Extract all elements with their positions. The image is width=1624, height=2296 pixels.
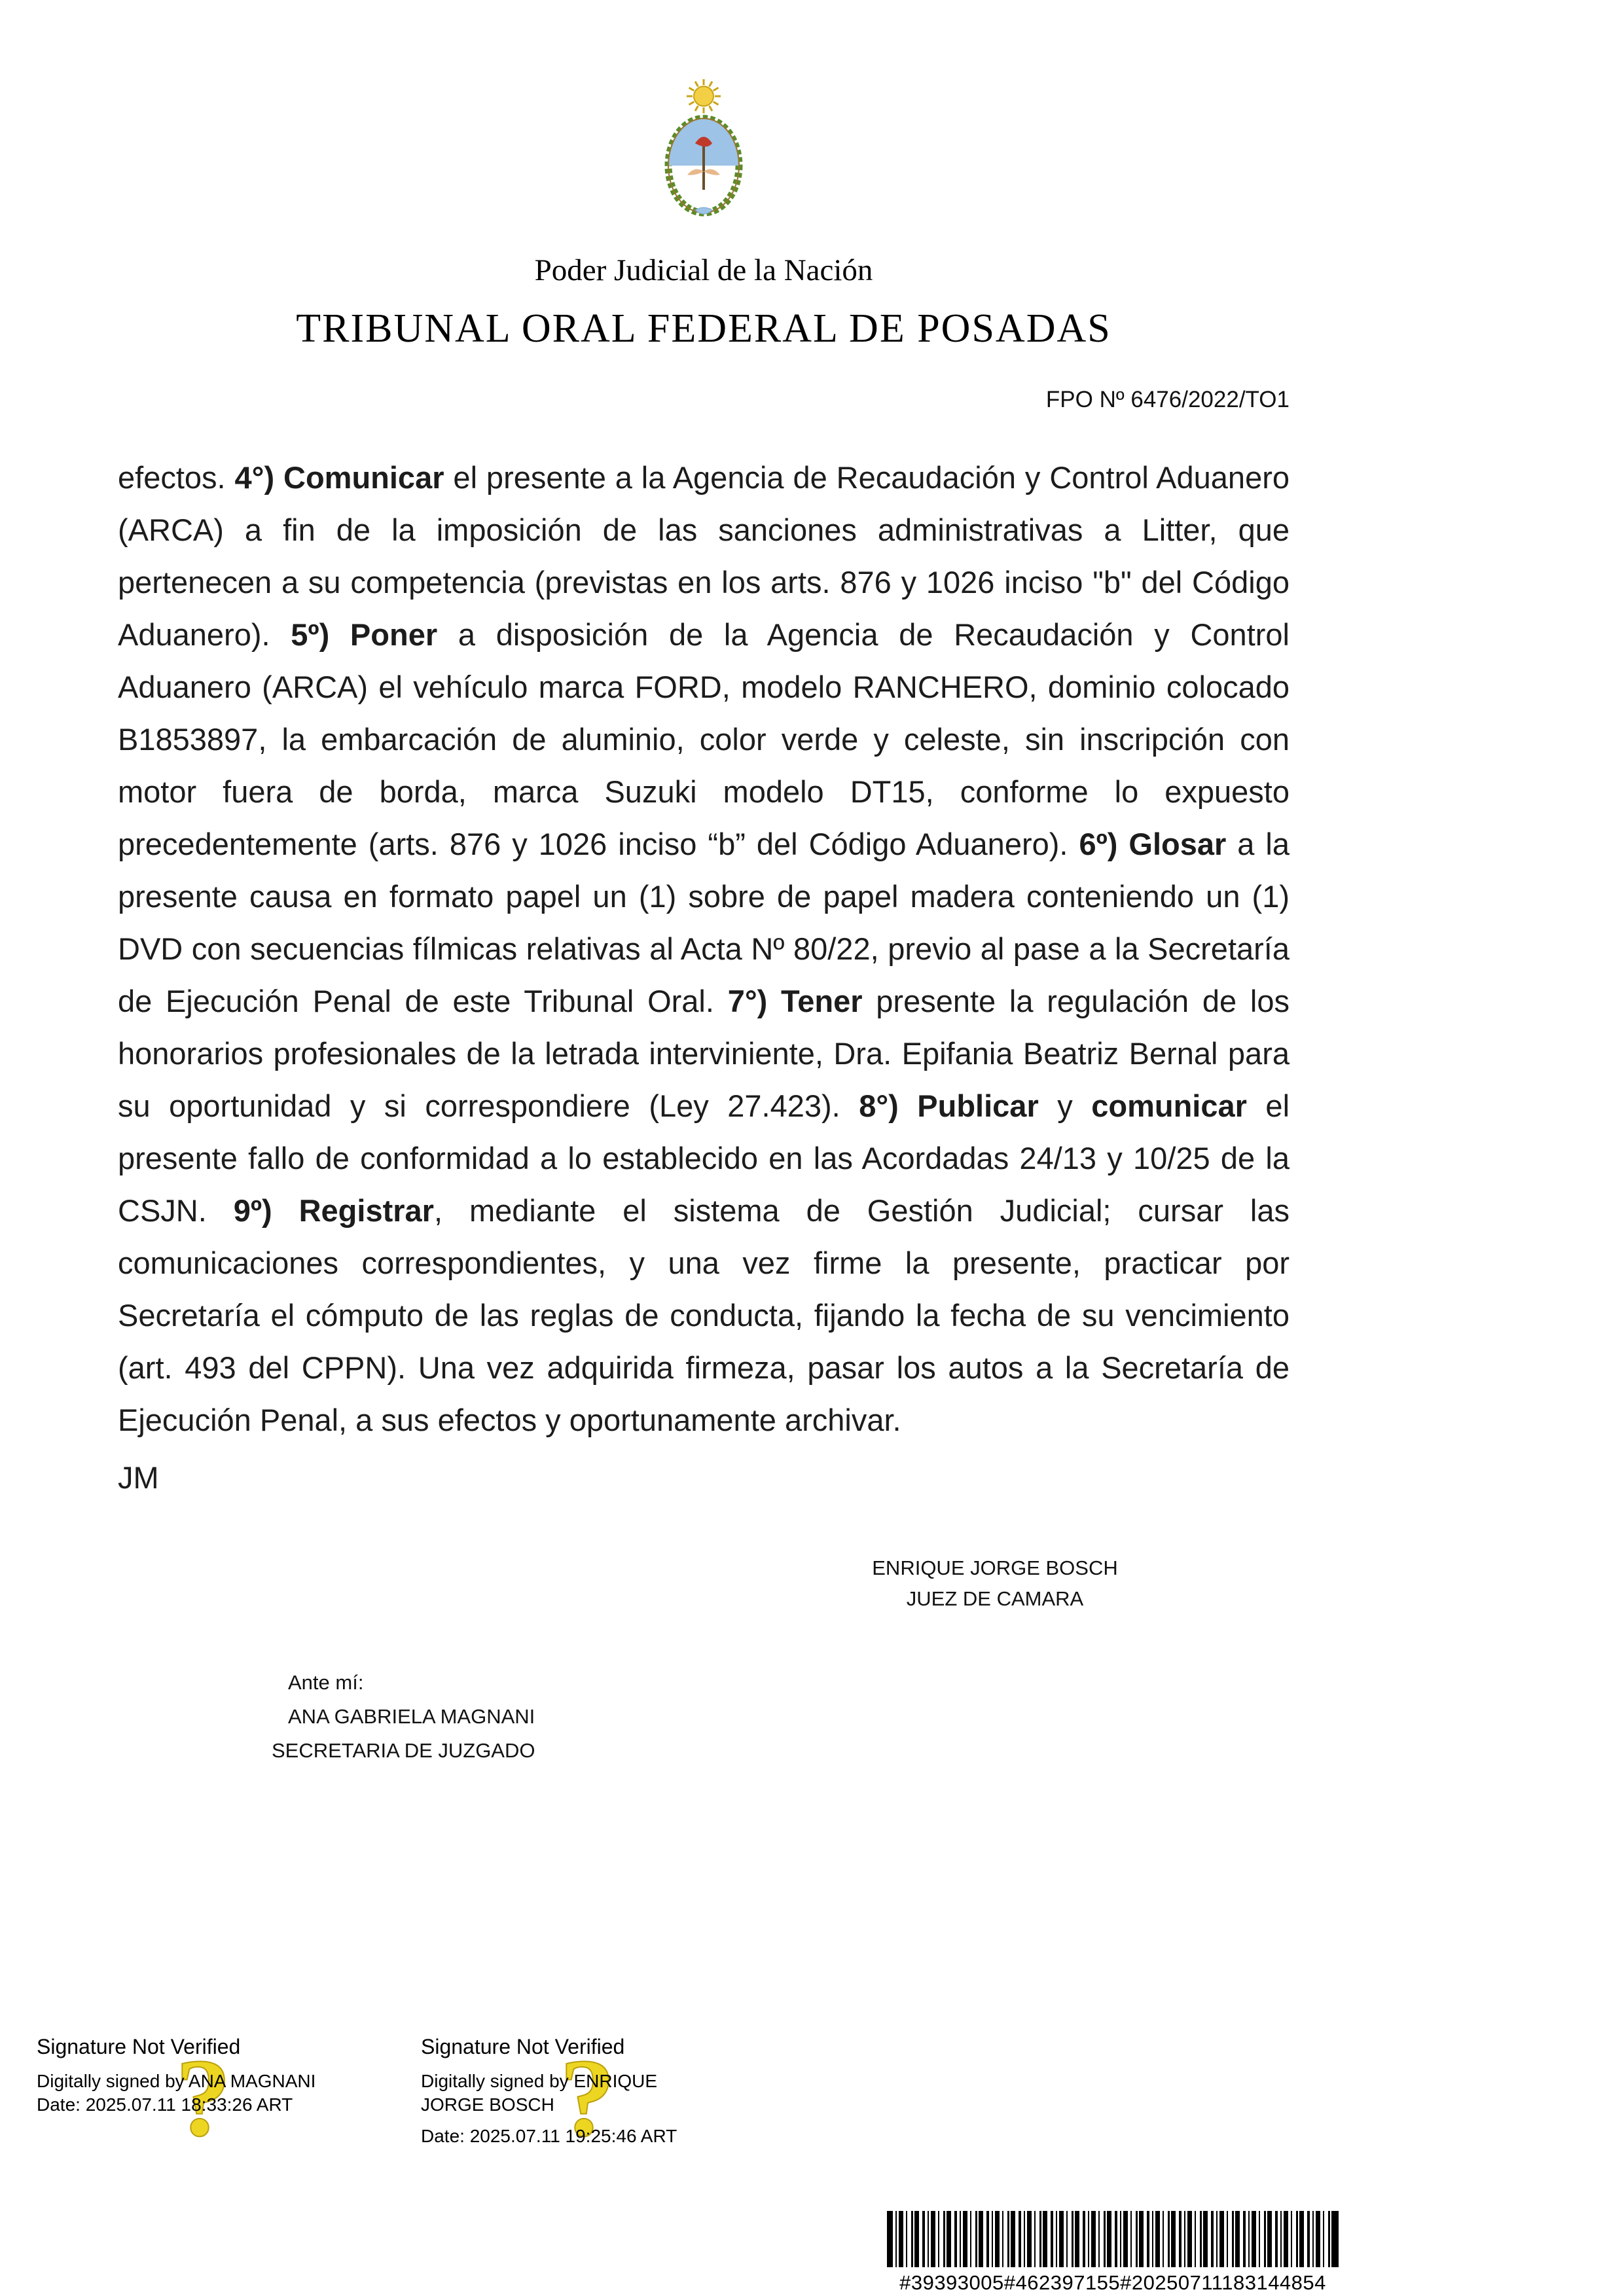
secretary-title: SECRETARIA DE JUZGADO [272, 1739, 535, 1762]
case-number: FPO Nº 6476/2022/TO1 [1045, 387, 1290, 412]
document-content [118, 75, 1290, 1496]
question-mark-icon: ? [560, 2036, 615, 2159]
signature-status: Signature Not Verified [421, 2035, 625, 2058]
judge-signature-block [727, 1552, 1263, 1614]
signature-status: Signature Not Verified [37, 2035, 241, 2058]
secretary-name: ANA GABRIELA MAGNANI [288, 1705, 535, 1728]
digital-signature-stamp-secretary [37, 2034, 364, 2159]
judge-name: ENRIQUE JORGE BOSCH [872, 1556, 1118, 1579]
ante-mi-label: Ante mí: [288, 1671, 364, 1694]
judge-title: JUEZ DE CAMARA [906, 1587, 1084, 1610]
signature-date: Date: 2025.07.11 19:25:46 ART [421, 2126, 677, 2146]
clerk-initials: JM [118, 1460, 159, 1495]
digital-signature-stamp-judge [421, 2034, 683, 2159]
argentina-coat-of-arms-icon [118, 75, 1290, 226]
barcode [887, 2211, 1339, 2267]
barcode-block [887, 2211, 1339, 2296]
court-title: TRIBUNAL ORAL FEDERAL DE POSADAS [296, 306, 1111, 351]
question-mark-icon: ? [175, 2036, 231, 2159]
barcode-number: #39393005#462397155#20250711183144854 [899, 2271, 1326, 2294]
institution-title: Poder Judicial de la Nación [534, 253, 873, 287]
signed-by-text: Digitally signed by ANA MAGNANI [37, 2071, 316, 2091]
coat-of-arms-svg [648, 75, 759, 226]
signature-date: Date: 2025.07.11 18:33:26 ART [37, 2094, 293, 2115]
secretary-signature-block [272, 1666, 535, 1768]
resolution-body: efectos. 4°) Comunicar el presente a la Agencia de Recaudación y Control Aduanero (ARCA) a fin de la imposición de las sanciones administrativas a Litter, que pertenecen a su competencia (previstas en los arts. 876 y 1026 inciso "b" del Código Aduanero). 5º) Poner a disposición de la Agencia de Recaudación y Control Aduanero (ARCA) el vehículo marca FORD, modelo RANCHERO, dominio colocado B1853897, la embarcación de aluminio, color verde y celeste, sin inscripción con motor fuera de borda, marca Suzuki modelo DT15, conforme lo expuesto precedentemente (arts. 876 y 1026 inciso “b” del Código Aduanero). 6º) Glosar a la presente causa en formato papel un (1) sobre de papel madera conteniendo un (1) DVD con secuencias fílmicas relativas al Acta Nº 80/22, previo al pase a la Secretaría de Ejecución Penal de este Tribunal Oral. 7°) Tener presente la regulación de los honorarios profesionales de la letrada interviniente, Dra. Epifania Beatriz Bernal para su oportunidad y si correspondiere (Ley 27.423). 8°) Publicar y comunicar el presente fallo de conformidad a lo establecido en las Acordadas 24/13 y 10/25 de la CSJN. 9º) Registrar, mediante el sistema de Gestión Judicial; cursar las comunicaciones correspondientes, y una vez firme la presente, practicar por Secretaría el cómputo de las reglas de conducta, fijando la fecha de su vencimiento (art. 493 del CPPN). Una vez adquirida firmeza, pasar los autos a la Secretaría de Ejecución Penal, a sus efectos y oportunamente archivar. [118, 460, 1290, 1437]
signed-by-text: Digitally signed by ENRIQUE JORGE BOSCH [421, 2071, 658, 2115]
